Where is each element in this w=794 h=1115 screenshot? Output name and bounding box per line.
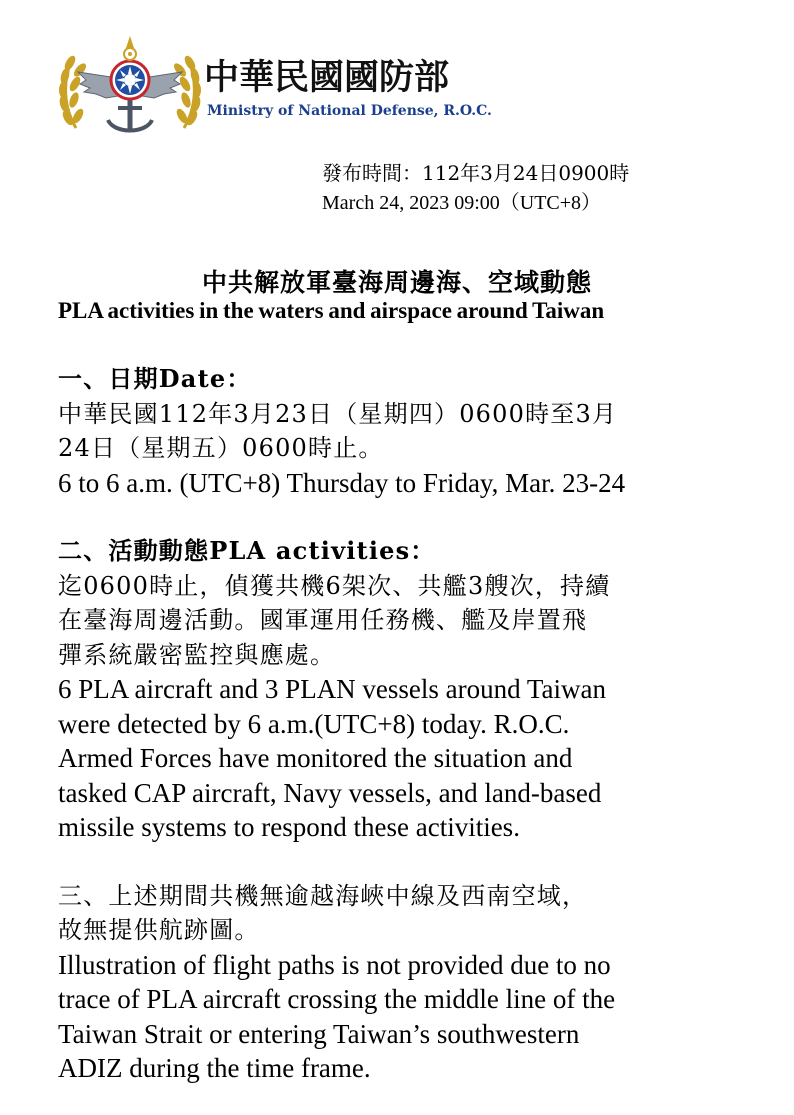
title-en: PLA activities in the waters and airspace around Taiwan	[58, 298, 605, 323]
section2-zh-line: 迄0600時止，偵獲共機6架次、共艦3艘次，持續	[58, 571, 611, 600]
section2-en-line: tasked CAP aircraft, Navy vessels, and land-based	[58, 777, 602, 808]
section3-zh-line: 故無提供航跡圖。	[58, 916, 260, 944]
section2-zh-line: 在臺海周邊活動。國軍運用任務機、艦及岸置飛	[58, 606, 588, 634]
release-time-zh: 發布時間：112年3月24日0900時	[322, 161, 630, 185]
section2-heading: 二、活動動態PLA activities：	[58, 536, 436, 565]
release-time-en: March 24, 2023 09:00（UTC+8）	[322, 192, 602, 214]
release-time	[322, 158, 629, 218]
section2-en-line: Armed Forces have monitored the situation and	[58, 743, 573, 773]
section1-en-line: 6 to 6 a.m. (UTC+8) Thursday to Friday, Mar. 23-24	[58, 467, 626, 498]
section3-en-line: trace of PLA aircraft crossing the middle line of the	[58, 984, 616, 1014]
section1-zh-line: 24日（星期五）0600時止。	[58, 434, 384, 462]
section3-en-line: ADIZ during the time frame.	[58, 1053, 371, 1083]
section2-zh-line: 彈系統嚴密監控與應處。	[58, 640, 336, 669]
report-body	[58, 362, 748, 1086]
title-zh: 中共解放軍臺海周邊海、空域動態	[201, 268, 592, 297]
section1-zh-line: 中華民國112年3月23日（星期四）0600時至3月	[58, 399, 618, 428]
section3-en-line: Taiwan Strait or entering Taiwan’s southwestern	[58, 1018, 580, 1049]
ministry-name-en: Ministry of National Defense, R.O.C.	[207, 103, 492, 119]
section3-en-line: Illustration of flight paths is not provided due to no	[58, 949, 611, 980]
ministry-name-zh: 中華民國國防部	[204, 58, 450, 98]
ministry-emblem-icon	[56, 28, 204, 140]
section2-en-line: were detected by 6 a.m.(UTC+8) today. R.O.C.	[58, 708, 570, 739]
section3-zh-line: 三、上述期間共機無逾越海峽中線及西南空域，	[58, 881, 588, 910]
section2-en-line: missile systems to respond these activities.	[58, 812, 520, 842]
section1-heading: 一、日期Date：	[58, 364, 252, 393]
section2-en-line: 6 PLA aircraft and 3 PLAN vessels around Taiwan	[58, 674, 606, 704]
